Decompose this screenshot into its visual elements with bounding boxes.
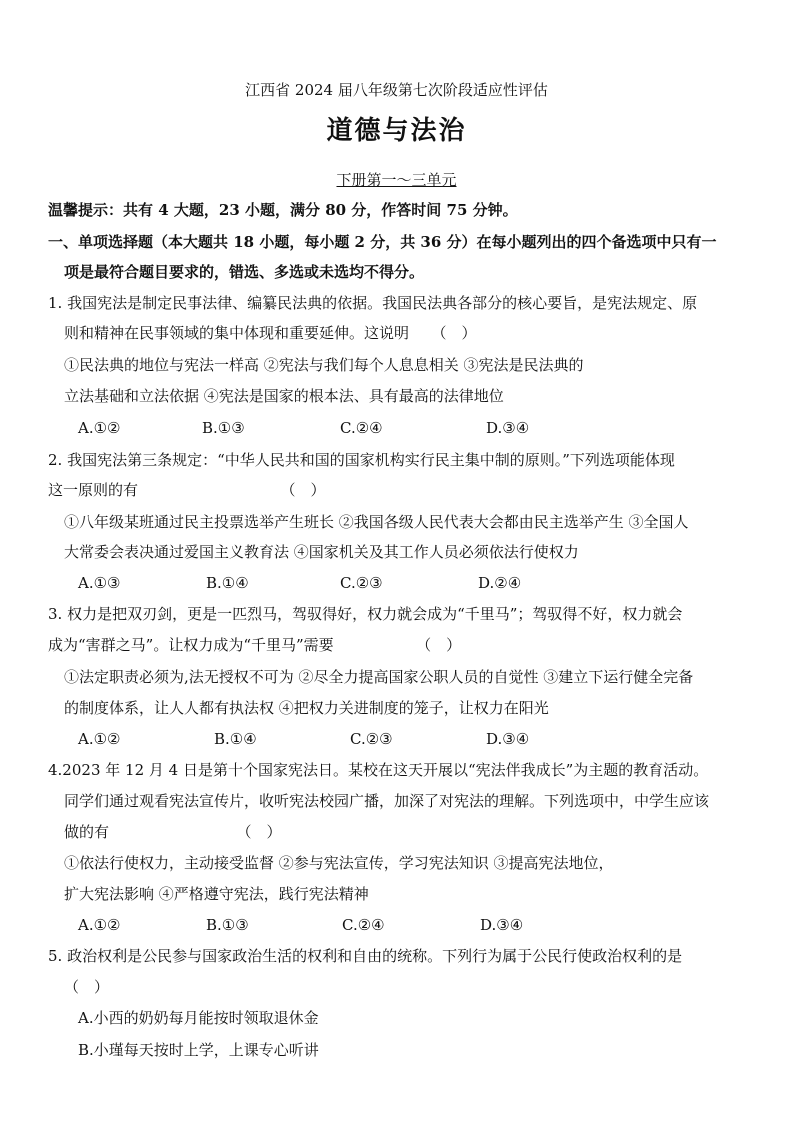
q1-option-b[interactable]: B.①③ (202, 419, 245, 437)
scope-text: 下册第一～三单元 (336, 171, 457, 189)
q5-option-a[interactable]: A.小西的奶奶每月能按时领取退休金 (78, 1009, 319, 1027)
q3-options (78, 729, 678, 749)
q1-options (78, 418, 678, 438)
exam-title: 江西省 2024 届八年级第七次阶段适应性评估 (245, 81, 548, 99)
q4-item-line1: ①依法行使权力，主动接受监督 ②参与宪法宣传，学习宪法知识 ③提高宪法地位， (64, 854, 614, 872)
subject-title: 道德与法治 (326, 116, 467, 146)
q3-stem-line1: 3. 权力是把双刃剑，更是一匹烈马，驾驭得好，权力就会成为“千里马”；驾驭得不好，权力就会 (48, 605, 683, 623)
q4-option-c[interactable]: C.②④ (342, 916, 385, 934)
q4-stem-line1: 4.2023 年 12 月 4 日是第十个国家宪法日。某校在这天开展以“宪法伴我成长”为主题的教育活动。 (48, 761, 709, 779)
q4-stem-line2: 同学们通过观看宪法宣传片，收听宪法校园广播，加深了对宪法的理解。下列选项中，中学生应该 (64, 792, 710, 810)
q4-option-a[interactable]: A.①② (78, 916, 121, 934)
q4-options (78, 915, 678, 935)
q2-option-b[interactable]: B.①④ (206, 574, 249, 592)
q5-option-b[interactable]: B.小瑾每天按时上学，上课专心听讲 (78, 1041, 319, 1059)
scope-subtitle (0, 170, 793, 190)
q5-stem-line1: 5. 政治权利是公民参与国家政治生活的权利和自由的统称。下列行为属于公民行使政治权利的是 (48, 947, 683, 965)
q1-option-d[interactable]: D.③④ (486, 419, 530, 437)
q3-option-c[interactable]: C.②③ (350, 730, 393, 748)
q1-stem-line2: 则和精神在民事领域的集中体现和重要延伸。这说明 （ ） (64, 324, 477, 342)
q2-options (78, 573, 678, 593)
q3-option-d[interactable]: D.③④ (486, 730, 530, 748)
q3-stem-line2: 成为“害群之马”。让权力成为“千里马”需要 （ ） (48, 636, 462, 654)
q3-item-line2: 的制度体系，让人人都有执法权 ④把权力关进制度的笼子，让权力在阳光 (64, 699, 549, 717)
q5-stem-line2: （ ） (64, 978, 110, 996)
q2-item-line1: ①八年级某班通过民主投票选举产生班长 ②我国各级人民代表大会都由民主选举产生 ③全国人 (64, 513, 689, 531)
q2-item-line2: 大常委会表决通过爱国主义教育法 ④国家机关及其工作人员必须依法行使权力 (64, 543, 579, 561)
q3-item-line1: ①法定职责必须为,法无授权不可为 ②尽全力提高国家公职人员的自觉性 ③建立下运行健全完备 (64, 668, 694, 686)
q2-option-a[interactable]: A.①③ (78, 574, 121, 592)
q1-stem-line1: 1. 我国宪法是制定民事法律、编纂民法典的依据。我国民法典各部分的核心要旨，是宪法规定、原 (48, 294, 698, 312)
q1-option-c[interactable]: C.②④ (340, 419, 383, 437)
q1-item-line2: 立法基础和立法依据 ④宪法是国家的根本法、具有最高的法律地位 (64, 387, 504, 405)
q2-option-c[interactable]: C.②③ (340, 574, 383, 592)
q2-option-d[interactable]: D.②④ (478, 574, 522, 592)
q4-stem-line3: 做的有 （ ） (64, 823, 282, 841)
q1-option-a[interactable]: A.①② (78, 419, 121, 437)
q1-item-line1: ①民法典的地位与宪法一样高 ②宪法与我们每个人息息相关 ③宪法是民法典的 (64, 356, 584, 374)
section1-heading-line2: 项是最符合题目要求的，错选、多选或未选均不得分。 (64, 263, 425, 281)
q4-option-b[interactable]: B.①③ (206, 916, 249, 934)
q4-item-line2: 扩大宪法影响 ④严格遵守宪法，践行宪法精神 (64, 885, 369, 903)
section1-heading-line1: 一、单项选择题（本大题共 18 小题，每小题 2 分，共 36 分）在每小题列出的四个备选项中只有一 (48, 233, 717, 251)
q3-option-a[interactable]: A.①② (78, 730, 121, 748)
q3-option-b[interactable]: B.①④ (214, 730, 257, 748)
q4-option-d[interactable]: D.③④ (480, 916, 524, 934)
q2-stem-line1: 2. 我国宪法第三条规定：“中华人民共和国的国家机构实行民主集中制的原则。”下列选项能体现 (48, 451, 675, 469)
notice: 温馨提示：共有 4 大题，23 小题，满分 80 分，作答时间 75 分钟。 (48, 201, 518, 219)
q2-stem-line2: 这一原则的有 （ ） (48, 481, 326, 499)
